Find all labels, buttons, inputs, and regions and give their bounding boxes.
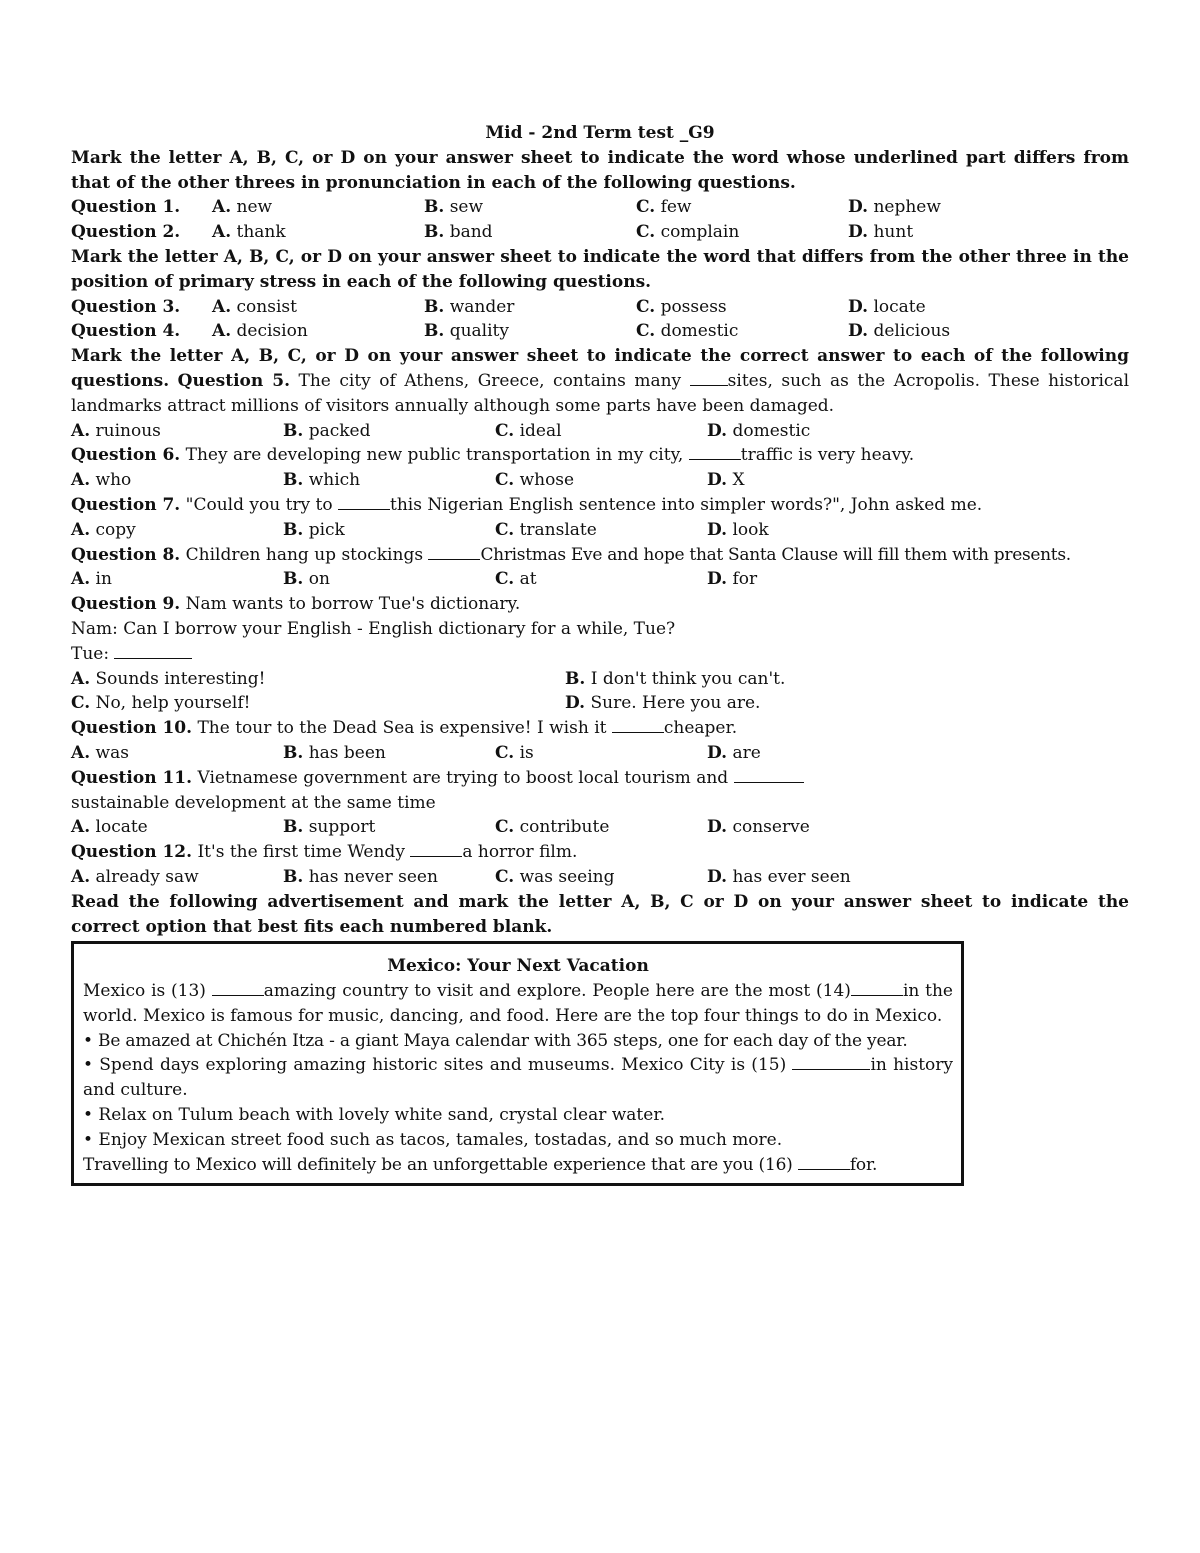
option-c: C. ideal bbox=[495, 420, 562, 441]
option-c: C. whose bbox=[495, 470, 575, 491]
option-d: D. domestic bbox=[707, 420, 811, 441]
option-c: C. complain bbox=[636, 222, 740, 243]
question-11: Question 11. Vietnamese government are trying to boost local tourism and bbox=[71, 766, 1129, 791]
advertisement-intro: Mexico is (13) amazing country to visit and explore. People here are the most (14) in the world. Mexico is famous for music, dancing, and food. Here are the top four things to do in Mexico. bbox=[83, 981, 953, 1026]
question-label: Question 9. bbox=[71, 594, 181, 615]
question-label: Question 2. bbox=[71, 222, 181, 243]
section1-instruction: Mark the letter A, B, C, or D on your answer sheet to indicate the word whose underlined part differs from that of the other threes in pronunciation in each of the following questions. bbox=[71, 147, 1129, 193]
question-5: Mark the letter A, B, C, or D on your answer sheet to indicate the correct answer to each of the following questions. Question 5. The city of Athens, Greece, contains many sites, such as the Acropolis. These historical landmarks attract millions of visitors annually although some parts have been damaged. bbox=[71, 346, 1130, 416]
answer-blank bbox=[690, 371, 728, 386]
question-11-options bbox=[71, 815, 1129, 840]
option-d: D. for bbox=[707, 569, 758, 590]
question-11-continuation: sustainable development at the same time bbox=[71, 792, 436, 813]
answer-blank bbox=[734, 768, 804, 783]
option-a: A. Sounds interesting! bbox=[71, 668, 266, 689]
option-b: B. has never seen bbox=[283, 866, 438, 887]
question-10: Question 10. The tour to the Dead Sea is expensive! I wish it cheaper. bbox=[71, 718, 738, 739]
option-d: D. delicious bbox=[848, 321, 951, 342]
question-label: Question 11. bbox=[71, 767, 193, 788]
option-c: C. is bbox=[495, 742, 534, 763]
option-a: A. thank bbox=[212, 222, 286, 243]
option-d: D. Sure. Here you are. bbox=[565, 693, 761, 714]
option-c: C. possess bbox=[636, 296, 727, 317]
question-5-options bbox=[71, 419, 1129, 444]
question-7: Question 7. "Could you try to this Nigerian English sentence into simpler words?", John asked me. bbox=[71, 494, 983, 515]
option-b: B. pick bbox=[283, 519, 345, 540]
option-b: B. has been bbox=[283, 742, 386, 763]
answer-blank bbox=[428, 545, 480, 560]
question-12: Question 12. It's the first time Wendy a horror film. bbox=[71, 842, 578, 863]
answer-blank bbox=[689, 445, 741, 460]
question-4 bbox=[71, 319, 1129, 344]
question-label: Question 1. bbox=[71, 197, 181, 218]
question-label: Question 3. bbox=[71, 296, 181, 317]
option-b: B. which bbox=[283, 470, 361, 491]
page-title: Mid - 2nd Term test _G9 bbox=[485, 123, 715, 143]
option-a: A. in bbox=[71, 569, 112, 590]
advertisement-box bbox=[71, 941, 964, 1186]
question-12-options bbox=[71, 865, 1129, 890]
option-a: A. decision bbox=[212, 321, 308, 342]
question-9-options-cd bbox=[71, 691, 1129, 716]
answer-blank bbox=[338, 495, 390, 510]
option-c: C. at bbox=[495, 569, 537, 590]
advertisement-bullet: • Spend days exploring amazing historic sites and museums. Mexico City is (15) in history and culture. bbox=[83, 1055, 953, 1101]
option-b: B. wander bbox=[424, 296, 515, 317]
option-d: D. X bbox=[707, 470, 745, 491]
answer-blank bbox=[114, 644, 192, 659]
option-b: B. quality bbox=[424, 321, 509, 342]
option-a: A. consist bbox=[212, 296, 297, 317]
option-a: A. who bbox=[71, 470, 132, 491]
option-c: C. was seeing bbox=[495, 866, 615, 887]
answer-blank bbox=[792, 1055, 870, 1070]
option-b: B. support bbox=[283, 817, 376, 838]
question-label: Question 10. bbox=[71, 718, 193, 739]
question-label: Question 7. bbox=[71, 494, 181, 515]
question-6: Question 6. They are developing new public transportation in my city, traffic is very heavy. bbox=[71, 445, 915, 466]
answer-blank bbox=[798, 1155, 850, 1170]
option-b: B. sew bbox=[424, 197, 484, 218]
option-c: C. few bbox=[636, 197, 692, 218]
question-1 bbox=[71, 195, 1129, 220]
option-c: C. contribute bbox=[495, 817, 610, 838]
section4-instruction: Read the following advertisement and mark the letter A, B, C or D on your answer sheet to indicate the correct option that best fits each numbered blank. bbox=[71, 891, 1129, 937]
option-a: A. was bbox=[71, 742, 129, 763]
question-label: Question 6. bbox=[71, 445, 181, 466]
option-a: A. already saw bbox=[71, 866, 199, 887]
option-c: C. domestic bbox=[636, 321, 739, 342]
question-8: Question 8. Children hang up stockings Christmas Eve and hope that Santa Clause will fill them with presents. bbox=[71, 544, 1071, 565]
option-d: D. hunt bbox=[848, 222, 914, 243]
option-d: D. has ever seen bbox=[707, 866, 851, 887]
answer-blank bbox=[851, 981, 903, 996]
dialogue-line-nam: Nam: Can I borrow your English - English dictionary for a while, Tue? bbox=[71, 618, 676, 639]
answer-blank bbox=[212, 981, 264, 996]
question-3 bbox=[71, 295, 1129, 320]
section2-instruction: Mark the letter A, B, C, or D on your answer sheet to indicate the word that differs from the other three in the position of primary stress in each of the following questions. bbox=[71, 246, 1129, 292]
option-d: D. nephew bbox=[848, 197, 941, 218]
option-d: D. look bbox=[707, 519, 769, 540]
question-10-options bbox=[71, 741, 1129, 766]
advertisement-bullet: • Enjoy Mexican street food such as tacos, tamales, tostadas, and so much more. bbox=[83, 1129, 783, 1150]
advertisement-title: Mexico: Your Next Vacation bbox=[387, 956, 649, 977]
option-b: B. packed bbox=[283, 420, 371, 441]
exam-page bbox=[71, 121, 1129, 1186]
question-9: Question 9. Nam wants to borrow Tue's dictionary. bbox=[71, 594, 521, 615]
answer-blank bbox=[410, 842, 462, 857]
question-9-options-ab bbox=[71, 667, 1129, 692]
advertisement-bullet: • Relax on Tulum beach with lovely white sand, crystal clear water. bbox=[83, 1105, 665, 1126]
option-a: A. new bbox=[212, 197, 273, 218]
option-d: D. conserve bbox=[707, 817, 810, 838]
option-d: D. are bbox=[707, 742, 761, 763]
advertisement-closing: Travelling to Mexico will definitely be an unforgettable experience that are you (16) for. bbox=[83, 1154, 878, 1175]
question-2 bbox=[71, 220, 1129, 245]
option-c: C. translate bbox=[495, 519, 597, 540]
option-a: A. ruinous bbox=[71, 420, 161, 441]
option-a: A. locate bbox=[71, 817, 148, 838]
option-d: D. locate bbox=[848, 296, 926, 317]
question-label: Question 12. bbox=[71, 842, 193, 863]
question-label: Question 8. bbox=[71, 544, 181, 565]
option-a: A. copy bbox=[71, 519, 136, 540]
option-b: B. band bbox=[424, 222, 493, 243]
dialogue-line-tue: Tue: bbox=[71, 642, 1129, 667]
question-label: Question 4. bbox=[71, 321, 181, 342]
advertisement-bullet: • Be amazed at Chichén Itza - a giant Maya calendar with 365 steps, one for each day of the year. bbox=[83, 1030, 908, 1051]
option-b: B. I don't think you can't. bbox=[565, 668, 786, 689]
question-label: Question 5. bbox=[177, 370, 290, 391]
question-6-options bbox=[71, 468, 1129, 493]
question-8-options bbox=[71, 567, 1129, 592]
option-c: C. No, help yourself! bbox=[71, 693, 251, 714]
answer-blank bbox=[612, 718, 664, 733]
question-7-options bbox=[71, 518, 1129, 543]
section3-instruction: Mark the letter A, B, C, or D on your answer sheet to indicate the correct answer to each of the following questions. bbox=[71, 346, 1129, 391]
option-b: B. on bbox=[283, 569, 330, 590]
